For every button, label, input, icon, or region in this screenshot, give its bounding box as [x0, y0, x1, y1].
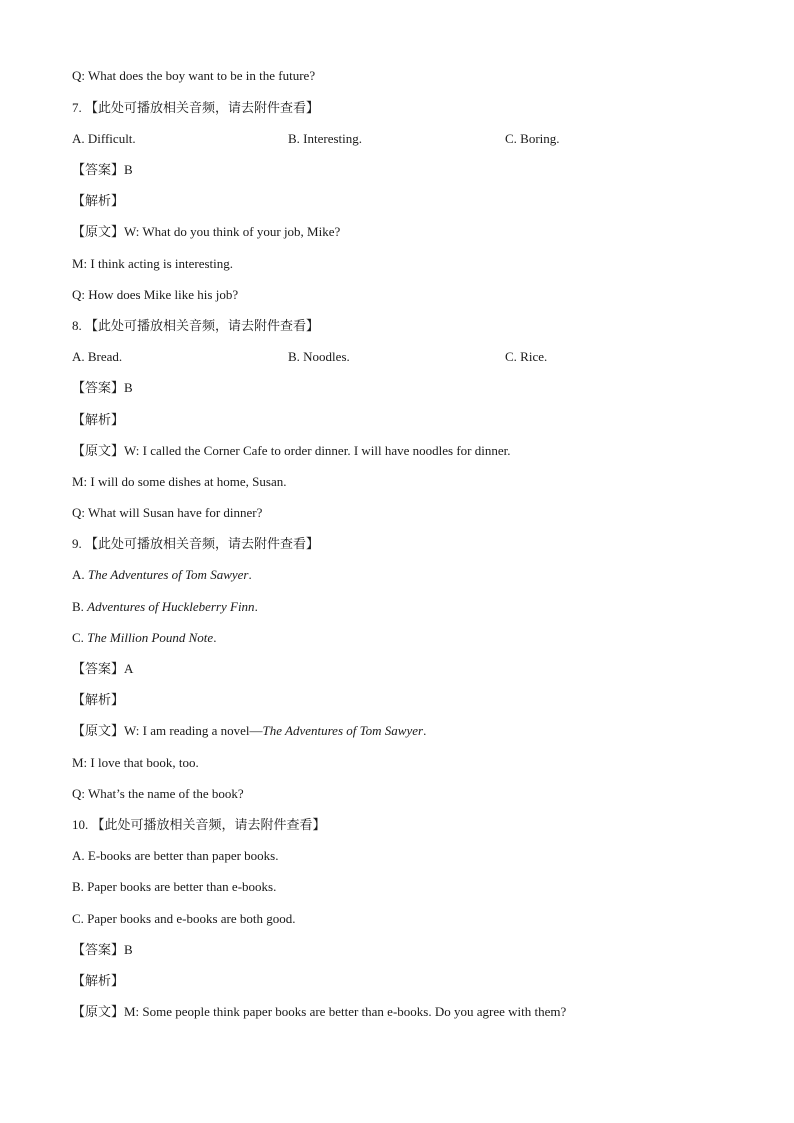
- q8-option-a: A. Bread.: [72, 349, 123, 364]
- q9-option-a: [72, 566, 252, 584]
- q10-transcript-m: 【原文】M: Some people think paper books are better than e-books. Do you agree with them?: [72, 1004, 567, 1019]
- q7-option-c: C. Boring.: [505, 131, 560, 146]
- q9-transcript-w-prefix: 【原文】W: I am reading a novel—: [72, 723, 263, 738]
- q9-option-b-suffix: .: [254, 599, 258, 614]
- q9-transcript-q: Q: What’s the name of the book?: [72, 786, 244, 801]
- q9-transcript-m: M: I love that book, too.: [72, 755, 199, 770]
- q9-option-b-prefix: B.: [72, 599, 88, 614]
- q7-option-b: B. Interesting.: [288, 131, 363, 146]
- q8-analysis-label: 【解析】: [72, 412, 125, 427]
- q10-option-c: C. Paper books and e-books are both good.: [72, 911, 296, 926]
- q6-question-line: Q: What does the boy want to be in the future?: [72, 68, 316, 83]
- q9-option-b: [72, 598, 258, 616]
- q10-header: 10. 【此处可播放相关音频，请去附件查看】: [72, 817, 326, 832]
- q8-option-b: B. Noodles.: [288, 349, 350, 364]
- q9-option-b-title: Adventures of Huckleberry Finn: [87, 599, 255, 614]
- q9-option-c-prefix: C.: [72, 630, 88, 645]
- q7-transcript-w: 【原文】W: What do you think of your job, Mike?: [72, 224, 341, 239]
- q10-option-b: B. Paper books are better than e-books.: [72, 879, 277, 894]
- q9-option-a-prefix: A.: [72, 567, 88, 582]
- q7-transcript-q: Q: How does Mike like his job?: [72, 287, 239, 302]
- q9-option-c-suffix: .: [213, 630, 217, 645]
- q9-transcript-w-title: The Adventures of Tom Sawyer: [262, 723, 424, 738]
- q7-option-a: A. Difficult.: [72, 131, 136, 146]
- q9-transcript-w-suffix: .: [423, 723, 427, 738]
- q8-answer: 【答案】B: [72, 380, 133, 395]
- q9-option-a-title: The Adventures of Tom Sawyer: [87, 567, 249, 582]
- q9-option-c: [72, 629, 216, 647]
- q9-option-c-title: The Million Pound Note: [87, 630, 214, 645]
- q7-answer: 【答案】B: [72, 162, 133, 177]
- q10-option-a: A. E-books are better than paper books.: [72, 848, 279, 863]
- q8-header: 8. 【此处可播放相关音频，请去附件查看】: [72, 318, 320, 333]
- q8-transcript-q: Q: What will Susan have for dinner?: [72, 505, 263, 520]
- q9-transcript-w: [72, 722, 426, 740]
- q8-transcript-w: 【原文】W: I called the Corner Cafe to order dinner. I will have noodles for dinner.: [72, 443, 511, 458]
- q9-header: 9. 【此处可播放相关音频，请去附件查看】: [72, 536, 320, 551]
- q9-analysis-label: 【解析】: [72, 692, 125, 707]
- q7-transcript-m: M: I think acting is interesting.: [72, 256, 234, 271]
- q9-answer: 【答案】A: [72, 661, 134, 676]
- q10-answer: 【答案】B: [72, 942, 133, 957]
- q8-transcript-m: M: I will do some dishes at home, Susan.: [72, 474, 287, 489]
- q7-analysis-label: 【解析】: [72, 193, 125, 208]
- q9-option-a-suffix: .: [248, 567, 252, 582]
- q8-option-c: C. Rice.: [505, 349, 548, 364]
- q7-header: 7. 【此处可播放相关音频，请去附件查看】: [72, 100, 320, 115]
- q10-analysis-label: 【解析】: [72, 973, 125, 988]
